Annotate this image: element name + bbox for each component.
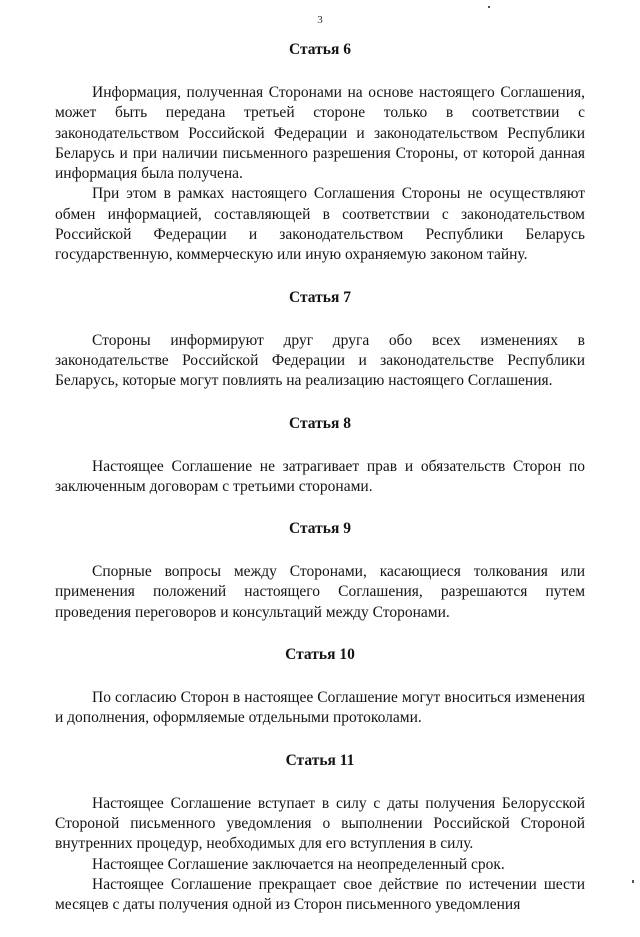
article-10: [55, 645, 585, 729]
document-body: [55, 40, 585, 937]
article-paragraph: Настоящее Соглашение не затрагивает прав и обязательств Сторон по заключенным договорам с третьими сторонами.: [55, 457, 585, 495]
article-heading: Статья 8: [289, 414, 351, 432]
article-7: [55, 288, 585, 392]
article-heading: Статья 9: [289, 520, 351, 538]
scan-mark-top-right: [488, 6, 490, 8]
article-heading: Статья 10: [285, 646, 355, 664]
article-paragraph: По согласию Сторон в настоящее Соглашение могут вноситься изменения и дополнения, оформляемые отдельными протоколами.: [55, 689, 585, 727]
article-8: [55, 414, 585, 498]
article-paragraph: Информация, полученная Сторонами на основе настоящего Соглашения, может быть передана третьей стороне только в соответствии с законодательством Российской Федерации и законодательством Республики Беларусь и при наличии письменного разрешения Стороны, от которой данная информация была получена.: [55, 84, 585, 183]
article-6: [55, 40, 585, 266]
article-paragraph: При этом в рамках настоящего Соглашения Стороны не осуществляют обмен информацией, составляющей в соответствии с законодательством Российской Федерации и законодательством Республики Беларусь государственную, коммерческую или иную охраняемую законом тайну.: [55, 185, 585, 264]
article-paragraph: Стороны информируют друг друга обо всех изменениях в законодательстве Российской Федерации и законодательстве Республики Беларусь, которые могут повлиять на реализацию настоящего Соглашения.: [55, 331, 585, 390]
article-heading: Статья 11: [285, 751, 355, 769]
article-paragraph: Настоящее Соглашение вступает в силу с даты получения Белорусской Стороной письменного уведомления о выполнении Российской Стороной внутренних процедур, необходимых для его вступления в силу.: [55, 794, 585, 853]
article-heading: Статья 6: [289, 41, 351, 58]
article-heading: Статья 7: [289, 288, 351, 306]
article-9: [55, 519, 585, 623]
page-number: 3: [317, 14, 323, 26]
article-paragraph: Настоящее Соглашение заключается на неопределенный срок.: [92, 855, 505, 873]
article-paragraph: Настоящее Соглашение прекращает свое действие по истечении шести месяцев с даты получения одной из Сторон письменного уведомления: [55, 875, 585, 914]
article-paragraph: Спорные вопросы между Сторонами, касающиеся толкования или применения положений настоящего Соглашения, разрешаются путем проведения переговоров и консультаций между Сторонами.: [55, 563, 585, 621]
scan-mark-right-edge: [632, 880, 634, 883]
article-11: [55, 751, 585, 916]
